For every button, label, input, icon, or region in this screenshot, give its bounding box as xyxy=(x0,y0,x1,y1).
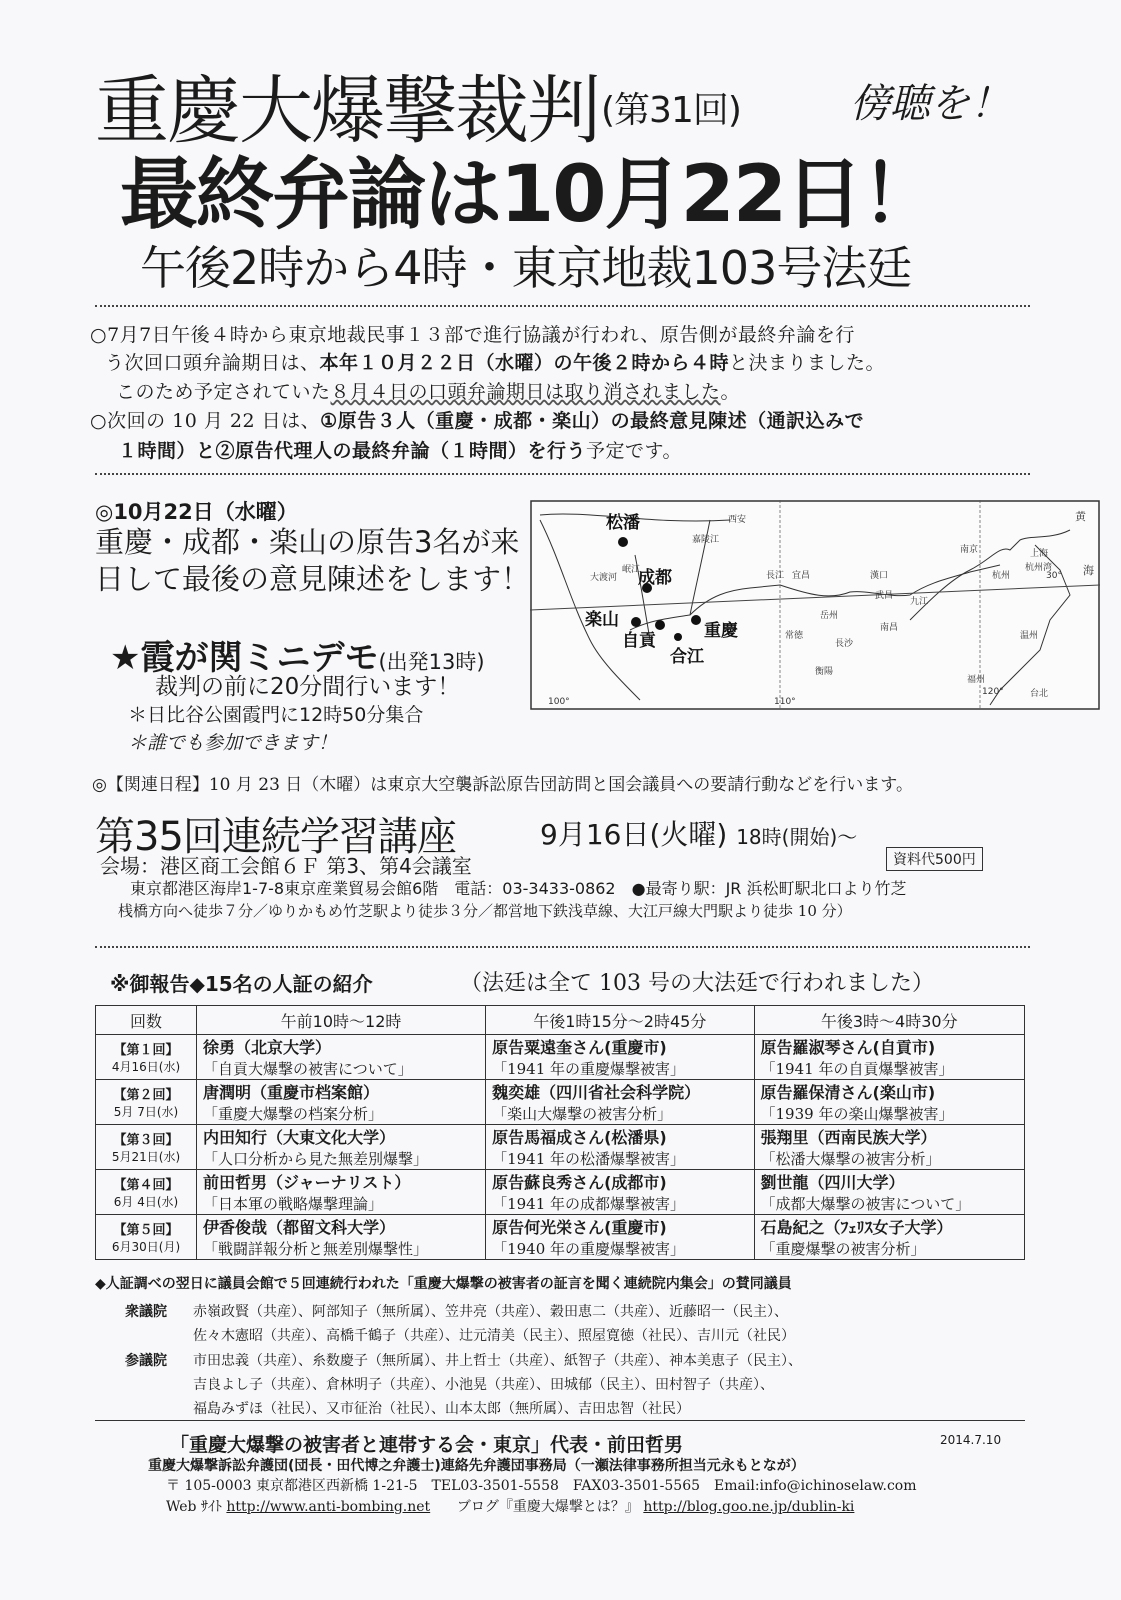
report-note: （法廷は全て 103 号の大法廷で行われました） xyxy=(460,971,934,996)
chongqing-label: 重慶 xyxy=(704,621,738,641)
session-cell: 【第２回】 5月 7日(水) xyxy=(96,1080,197,1125)
wenzhou-label: 温州 xyxy=(1020,631,1039,641)
deg-110: 110° xyxy=(774,697,796,707)
intro-line-3: このため予定されていた８月４日の口頭弁論期日は取り消されました。 xyxy=(116,381,741,403)
witness-cell: 徐勇（北京大学） 「自貢大爆撃の被害について」 xyxy=(197,1035,486,1080)
songpan-dot xyxy=(618,537,628,547)
divider xyxy=(95,305,1030,307)
zigong-dot xyxy=(655,620,665,630)
zigong-label: 自貢 xyxy=(622,631,656,651)
witness-cell: 石島紀之（ﾌｪﾘｽ女子大学） 「重慶爆撃の被害分析」 xyxy=(754,1215,1025,1260)
intro-line-2: う次回口頭弁論期日は、本年１０月２２日（水曜）の午後２時から４時と決まりました。 xyxy=(105,352,886,374)
mini-demo-title: ★霞が関ミニデモ(出発13時) xyxy=(110,638,485,678)
yichang-label: 宜昌 xyxy=(792,571,811,581)
nanjing-label: 南京 xyxy=(960,545,979,555)
witness-cell: 原告粟遠奎さん(重慶市) 「1941 年の重慶爆撃被害」 xyxy=(486,1035,754,1080)
witness-cell: 原告羅保清さん(楽山市) 「1939 年の楽山爆撃被害」 xyxy=(754,1080,1025,1125)
divider xyxy=(95,946,1030,948)
material-fee-badge: 資料代500円 xyxy=(886,847,983,871)
col-header-session: 回数 xyxy=(96,1006,197,1035)
session-cell: 【第５回】 6月30日(月) xyxy=(96,1215,197,1260)
blog-link[interactable]: http://blog.goo.ne.jp/dublin-ki xyxy=(643,1499,855,1515)
shugiin-members-2: 佐々木憲昭（共産）、高橋千鶴子（共産）、辻元清美（民主）、照屋寛徳（社民）、吉川元（社民） xyxy=(193,1328,795,1344)
deg-30: 30° xyxy=(1046,571,1062,581)
table-row xyxy=(96,1035,1025,1080)
website-link[interactable]: http://www.anti-bombing.net xyxy=(226,1499,431,1515)
related-schedule: ◎【関連日程】10 月 23 日（木曜）は東京大空襲訴訟原告団訪問と国会議員への要請行動などを行います。 xyxy=(92,775,913,795)
shugiin-members-1: 赤嶺政賢（共産）、阿部知子（無所属）、笠井亮（共産）、穀田恵二（共産）、近藤昭一（民主）、 xyxy=(193,1304,788,1320)
leshan-dot xyxy=(631,617,641,627)
wuchang-label: 武昌 xyxy=(875,591,894,601)
songpan-label: 松潘 xyxy=(606,513,640,533)
nanchang-label: 南昌 xyxy=(880,623,899,633)
round-number: (第31回) xyxy=(601,90,741,131)
chengdu-label: 成都 xyxy=(638,568,672,588)
witness-cell: 魏奕雄（四川省社会科学院） 「楽山大爆撃の被害分析」 xyxy=(486,1080,754,1125)
event-heading: ◎10月22日（水曜） xyxy=(95,500,298,524)
table-header-row xyxy=(96,1006,1025,1035)
deg-100: 100° xyxy=(548,697,570,707)
final-argument-headline: 最終弁論は10月22日！ xyxy=(120,150,938,240)
shugiin-label: 衆議院 xyxy=(125,1304,167,1320)
lecture-title: 第35回連続学習講座 xyxy=(95,814,456,860)
witness-cell: 原告羅淑琴さん(自貢市) 「1941 年の自貢爆撃被害」 xyxy=(754,1035,1025,1080)
witness-cell: 原告馬福成さん(松潘県) 「1941 年の松潘爆撃被害」 xyxy=(486,1125,754,1170)
hengyang-label: 衡陽 xyxy=(815,667,834,677)
intro-line-5: １時間）と②原告代理人の最終弁論（１時間）を行う予定です。 xyxy=(118,440,682,462)
footer-divider xyxy=(95,1420,1025,1421)
lecture-address: 東京都港区海岸1-7-8東京産業貿易会館6階 電話：03-3433-0862 ●最寄り駅：JR 浜松町駅北口より竹芝 xyxy=(130,879,907,898)
session-cell: 【第１回】 4月16日(水) xyxy=(96,1035,197,1080)
deg-120: 120° xyxy=(982,687,1004,697)
yuezhou-label: 岳州 xyxy=(820,611,839,621)
intro-line-1: ○7月7日午後４時から東京地裁民事１３部で進行協議が行われ、原告側が最終弁論を行 xyxy=(90,324,855,346)
changde-label: 常徳 xyxy=(785,631,804,641)
lecture-access: 桟橋方向へ徒歩７分／ゆりかもめ竹芝駅より徒歩３分／都営地下鉄浅草線、大江戸線大門駅より徒歩 10 分） xyxy=(118,902,852,920)
lawyers-contact: 重慶大爆撃訴訟弁護団(団長・田代博之弁護士)連絡先弁護団事務局（一瀬法律事務所担当元永もとなが） xyxy=(148,1458,805,1474)
demo-text: 裁判の前に20分間行います！ xyxy=(155,674,461,700)
hangzhouwan-label: 杭州湾 xyxy=(1025,563,1053,573)
taibei-label: 台北 xyxy=(1030,689,1049,699)
title-text: 重慶大爆撃裁判 xyxy=(95,68,599,154)
witness-cell: 原告蘇良秀さん(成都市) 「1941 年の成都爆撃被害」 xyxy=(486,1170,754,1215)
lecture-date: 9月16日(火曜) 18時(開始)～ xyxy=(540,818,858,851)
col-header-morning: 午前10時～12時 xyxy=(197,1006,486,1035)
session-cell: 【第４回】 6月 4日(水) xyxy=(96,1170,197,1215)
table-row xyxy=(96,1125,1025,1170)
sangiin-members-1: 市田忠義（共産）、糸数慶子（無所属）、井上哲士（共産）、紙智子（共産）、神本美恵子（民主）、 xyxy=(193,1353,802,1369)
divider xyxy=(95,473,1030,475)
witness-cell: 劉世龍（四川大学） 「成都大爆撃の被害について」 xyxy=(754,1170,1025,1215)
assembly-heading: ◆人証調べの翌日に議員会館で５回連続行われた「重慶大爆撃の被害者の証言を聞く連続院内集会」の賛同議員 xyxy=(95,1276,792,1292)
leshan-label: 楽山 xyxy=(585,610,619,630)
sangiin-members-2: 吉良よし子（共産）、倉林明子（共産）、小池晃（共産）、田城郁（民主）、田村智子（共産）、 xyxy=(193,1377,774,1393)
blog-label: ブログ『重慶大爆撃とは？』 xyxy=(456,1499,639,1515)
changjiang-label: 長江 xyxy=(766,571,785,581)
table-row xyxy=(96,1215,1025,1260)
intro-line-4: ○次回の 10 月 22 日は、①原告３人（重慶・成都・楽山）の最終意見陳述（通訳込みで xyxy=(90,410,865,432)
witness-cell: 伊香俊哉（都留文科大学） 「戦闘詳報分析と無差別爆撃性」 xyxy=(197,1215,486,1260)
jialingjiang-label: 嘉陵江 xyxy=(692,535,720,545)
report-heading: ※御報告◆15名の人証の紹介 xyxy=(110,972,373,996)
attend-appeal: 傍聴を！ xyxy=(850,81,1010,127)
witness-cell: 唐潤明（重慶市档案館） 「重慶大爆撃の档案分析」 xyxy=(197,1080,486,1125)
fuzhou-label: 福州 xyxy=(967,675,986,685)
table-row xyxy=(96,1170,1025,1215)
contact-info: 〒 105-0003 東京都港区西新橋 1-21-5 TEL03-3501-5558 FAX03-3501-5565 Email:info@ichinoselaw.com xyxy=(166,1478,917,1494)
hangzhou-label: 杭州 xyxy=(992,571,1011,581)
hejiang-label: 合江 xyxy=(670,647,704,667)
col-header-early-afternoon: 午後1時15分～2時45分 xyxy=(486,1006,754,1035)
witness-table xyxy=(95,1005,1025,1260)
lecture-venue: 会場：港区商工会館６Ｆ 第3、第4会議室 xyxy=(100,854,472,878)
court-time-place: 午後2時から4時・東京地裁103号法廷 xyxy=(140,241,912,295)
witness-cell: 前田哲男（ジャーナリスト） 「日本軍の戦略爆撃理論」 xyxy=(197,1170,486,1215)
demo-meeting-point: ＊日比谷公園霞門に12時50分集合 xyxy=(128,704,424,726)
hejiang-dot xyxy=(674,633,682,641)
table-row xyxy=(96,1080,1025,1125)
huang-label: 黄 xyxy=(1075,510,1086,523)
chongqing-dot xyxy=(691,615,701,625)
web-links xyxy=(166,1496,854,1516)
session-cell: 【第３回】 5月21日(水) xyxy=(96,1125,197,1170)
web-label: Web ｻｲﾄ xyxy=(166,1499,222,1515)
shanghai-label: 上海 xyxy=(1030,549,1049,559)
event-body: 重慶・成都・楽山の原告3名が来日して最後の意見陳述をします！ xyxy=(95,525,531,596)
hankou-label: 漢口 xyxy=(870,571,889,581)
demo-open-note: ＊誰でも参加できます！ xyxy=(128,732,338,754)
sangiin-members-3: 福島みずほ（社民）、又市征治（社民）、山本太郎（無所属）、吉田忠智（社民） xyxy=(193,1401,690,1417)
witness-cell: 内田知行（大東文化大学） 「人口分析から見た無差別爆撃」 xyxy=(197,1125,486,1170)
organization-name: 「重慶大爆撃の被害者と連帯する会・東京」代表・前田哲男 xyxy=(170,1434,684,1456)
minjiang-label: 岷江 xyxy=(622,565,641,575)
sichuan-map xyxy=(530,500,1100,710)
dadu-label: 大渡河 xyxy=(590,573,618,583)
witness-cell: 原告何光栄さん(重慶市) 「1940 年の重慶爆撃被害」 xyxy=(486,1215,754,1260)
hai-label: 海 xyxy=(1083,564,1094,577)
col-header-late-afternoon: 午後3時～4時30分 xyxy=(754,1006,1025,1035)
issue-date: 2014.7.10 xyxy=(940,1433,1002,1447)
witness-cell: 張翔里（西南民族大学） 「松潘大爆撃の被害分析」 xyxy=(754,1125,1025,1170)
jiujiang-label: 九江 xyxy=(910,597,929,607)
sangiin-label: 参議院 xyxy=(125,1353,167,1369)
changsha-label: 長沙 xyxy=(835,639,854,649)
xian-label: 西安 xyxy=(728,515,747,525)
